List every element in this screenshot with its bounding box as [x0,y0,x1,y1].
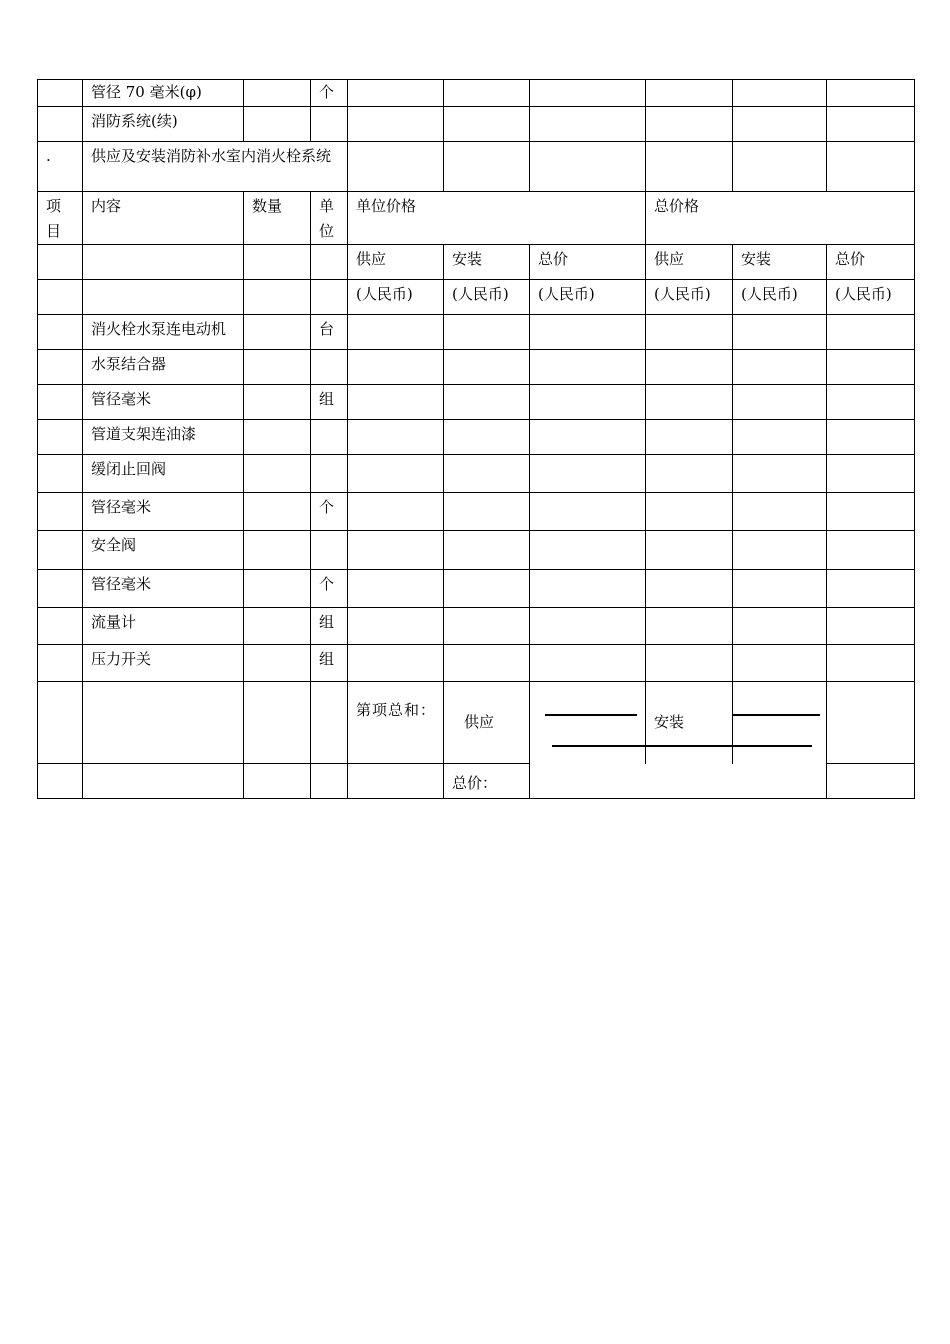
row-content: 消火栓水泵连电动机 [83,315,244,350]
table-row [38,107,915,142]
currency-row [38,280,915,315]
row-unit: 个 [311,80,348,107]
subheader-row [38,245,915,280]
row-unit: 台 [311,315,348,350]
currency-label: (人民币) [444,280,530,315]
row-unit: 组 [311,608,348,645]
header-total-price: 总价格 [646,192,915,245]
grand-total-line [646,745,733,747]
header-content: 内容 [83,192,244,245]
table-row [38,315,915,350]
section-item-number: . [38,142,83,192]
table-row [38,420,915,455]
row-content: 管径毫米 [83,385,244,420]
summary-supply-label: 供应 [444,682,530,764]
header-row [38,192,915,245]
header-qty: 数量 [244,192,311,245]
row-content: 管径 70 毫米(φ) [83,80,244,107]
grand-total-line [733,745,812,747]
row-content: 消防系统(续) [83,107,244,142]
grand-total-line [552,745,646,747]
subheader-total: 总价 [530,245,646,280]
subheader-install: 安装 [444,245,530,280]
section-title: 供应及安装消防补水室内消火栓系统 [83,142,348,192]
subheader-install: 安装 [733,245,827,280]
row-unit: 个 [311,493,348,531]
currency-label: (人民币) [348,280,444,315]
grand-total-label: 总价： [444,764,530,799]
table-row [38,385,915,420]
subheader-total: 总价 [827,245,915,280]
table-row [38,455,915,493]
header-unit: 单位 [311,192,348,245]
currency-label: (人民币) [646,280,733,315]
row-content: 压力开关 [83,645,244,682]
row-content: 管径毫米 [83,570,244,608]
subheader-supply: 供应 [646,245,733,280]
grand-total-value [530,764,827,799]
price-table [37,79,915,799]
row-unit [311,531,348,570]
table-row [38,80,915,107]
table-row [38,531,915,570]
supply-total-line [545,714,637,716]
row-content: 管道支架连油漆 [83,420,244,455]
row-unit: 个 [311,570,348,608]
summary-row [38,682,915,764]
table-row [38,608,915,645]
row-content: 流量计 [83,608,244,645]
summary-label: 第项总和： [356,701,435,719]
subheader-supply: 供应 [348,245,444,280]
row-content: 管径毫米 [83,493,244,531]
row-unit [311,420,348,455]
row-content: 缓闭止回阀 [83,455,244,493]
row-unit [311,455,348,493]
table-row [38,350,915,385]
header-unit-price: 单位价格 [348,192,646,245]
table-row [38,645,915,682]
currency-label: (人民币) [733,280,827,315]
row-unit [311,350,348,385]
header-item: 项目 [38,192,83,245]
row-unit: 组 [311,385,348,420]
install-total-line [733,714,821,716]
row-unit: 组 [311,645,348,682]
row-content: 安全阀 [83,531,244,570]
table-row [38,570,915,608]
row-content: 水泵结合器 [83,350,244,385]
table-row [38,493,915,531]
currency-label: (人民币) [530,280,646,315]
summary-install-label: 安装 [654,713,685,731]
section-row [38,142,915,192]
currency-label: (人民币) [827,280,915,315]
grand-total-row [38,764,915,799]
